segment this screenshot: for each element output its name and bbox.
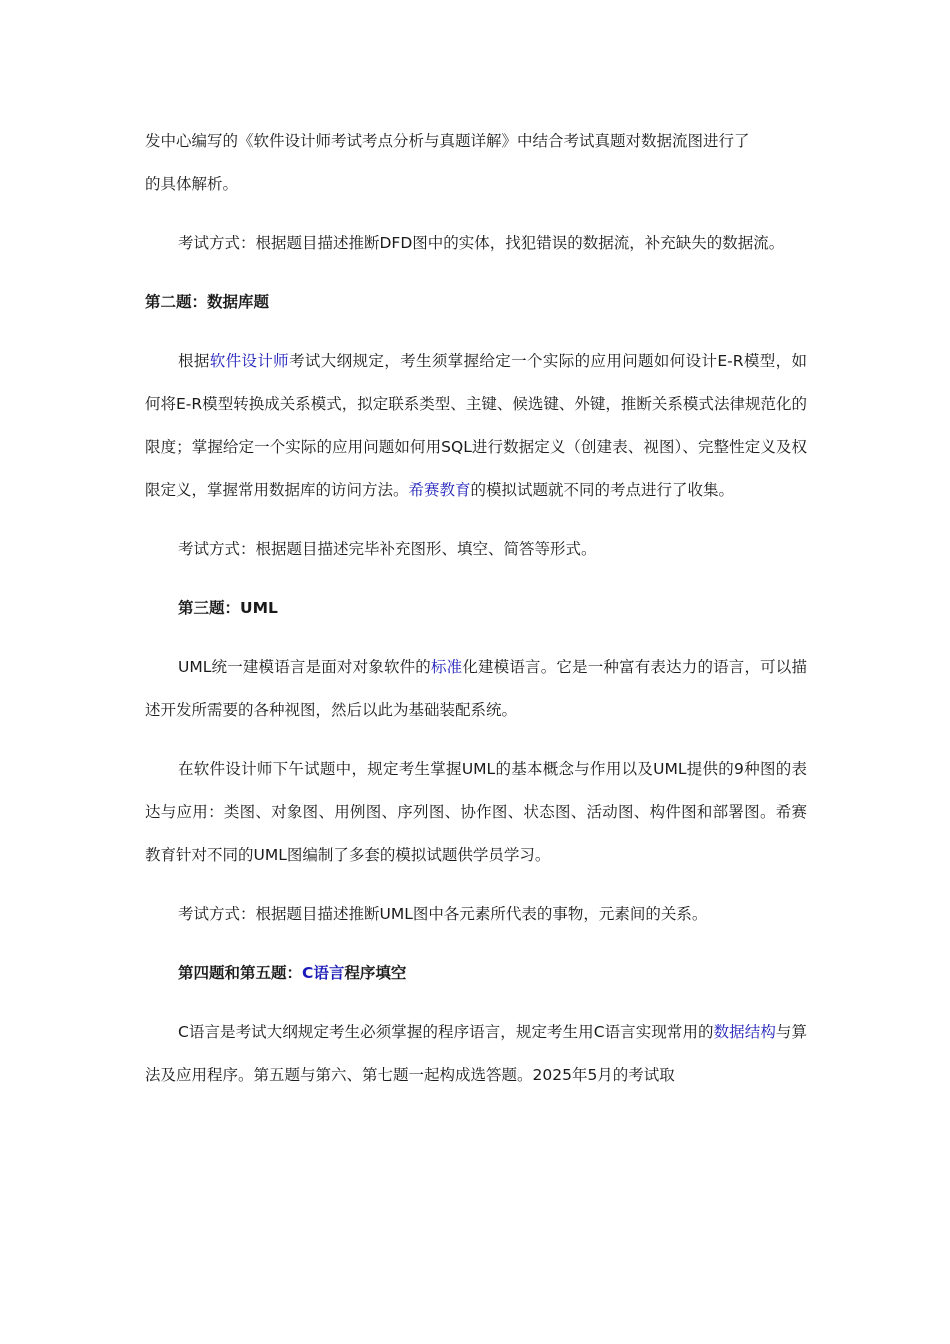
text: 的具体解析。 — [145, 175, 239, 193]
paragraph-uml-intro — [145, 646, 807, 732]
text: 第四题和第五题： — [178, 964, 303, 982]
text: C语言是考试大纲规定考生必须掌握的程序语言，规定考生用C语言实现常用的 — [178, 1023, 714, 1041]
link-c-language[interactable]: C语言 — [302, 964, 345, 982]
paragraph-database-body — [145, 340, 807, 512]
text: 根据 — [178, 352, 210, 370]
document-page — [145, 120, 807, 1097]
paragraph-uml-exam-method: 考试方式：根据题目描述推断UML图中各元素所代表的事物，元素间的关系。 — [178, 905, 708, 923]
paragraph-dfd-intro — [145, 120, 807, 206]
text: 程序填空 — [344, 964, 407, 982]
heading-uml-question: 第三题：UML — [178, 599, 278, 617]
paragraph-database-exam-method: 考试方式：根据题目描述完毕补充图形、填空、简答等形式。 — [178, 540, 597, 558]
text: 与算法及应用程序。第五题与第六、第七题一起构成选答题。2025年5月的考试取 — [145, 1023, 807, 1084]
link-xisai-education[interactable]: 希赛教育 — [408, 481, 471, 499]
text: 的模拟试题就不同的考点进行了收集。 — [470, 481, 735, 499]
heading-database-question: 第二题：数据库题 — [145, 293, 270, 311]
heading-c-language-question — [145, 952, 807, 995]
text: 发中心编写的《软件设计师考试考点分析与真题详解》中结合考试真题对数据流图进行了 — [145, 132, 750, 150]
text: 化建模语言。它是一种富有表达力的语言，可以描述开发所需要的各种视图，然后以此为基础装配系统。 — [145, 658, 807, 719]
link-standard[interactable]: 标准 — [430, 658, 463, 676]
link-data-structure[interactable]: 数据结构 — [713, 1023, 776, 1041]
paragraph-uml-diagrams: 在软件设计师下午试题中，规定考生掌握UML的基本概念与作用以及UML提供的9种图的表达与应用：类图、对象图、用例图、序列图、协作图、状态图、活动图、构件图和部署图。希赛教育针对不同的UML图编制了多套的模拟试题供学员学习。 — [145, 760, 807, 864]
paragraph-dfd-exam-method: 考试方式：根据题目描述推断DFD图中的实体，找犯错误的数据流，补充缺失的数据流。 — [178, 234, 785, 252]
text: UML统一建模语言是面对对象软件的 — [178, 658, 431, 676]
paragraph-c-language-body — [145, 1011, 807, 1097]
link-software-designer[interactable]: 软件设计师 — [209, 352, 290, 370]
text: 考试大纲规定，考生须掌握给定一个实际的应用问题如何设计E-R模型，如何将E-R模型转换成关系模式，拟定联系类型、主键、候选键、外键，推断关系模式法律规范化的限度；掌握给定一个实际的应用问题如何用SQL进行数据定义（创建表、视图）、完整性定义及权限定义，掌握常用数据库的访问方法。 — [145, 352, 807, 499]
